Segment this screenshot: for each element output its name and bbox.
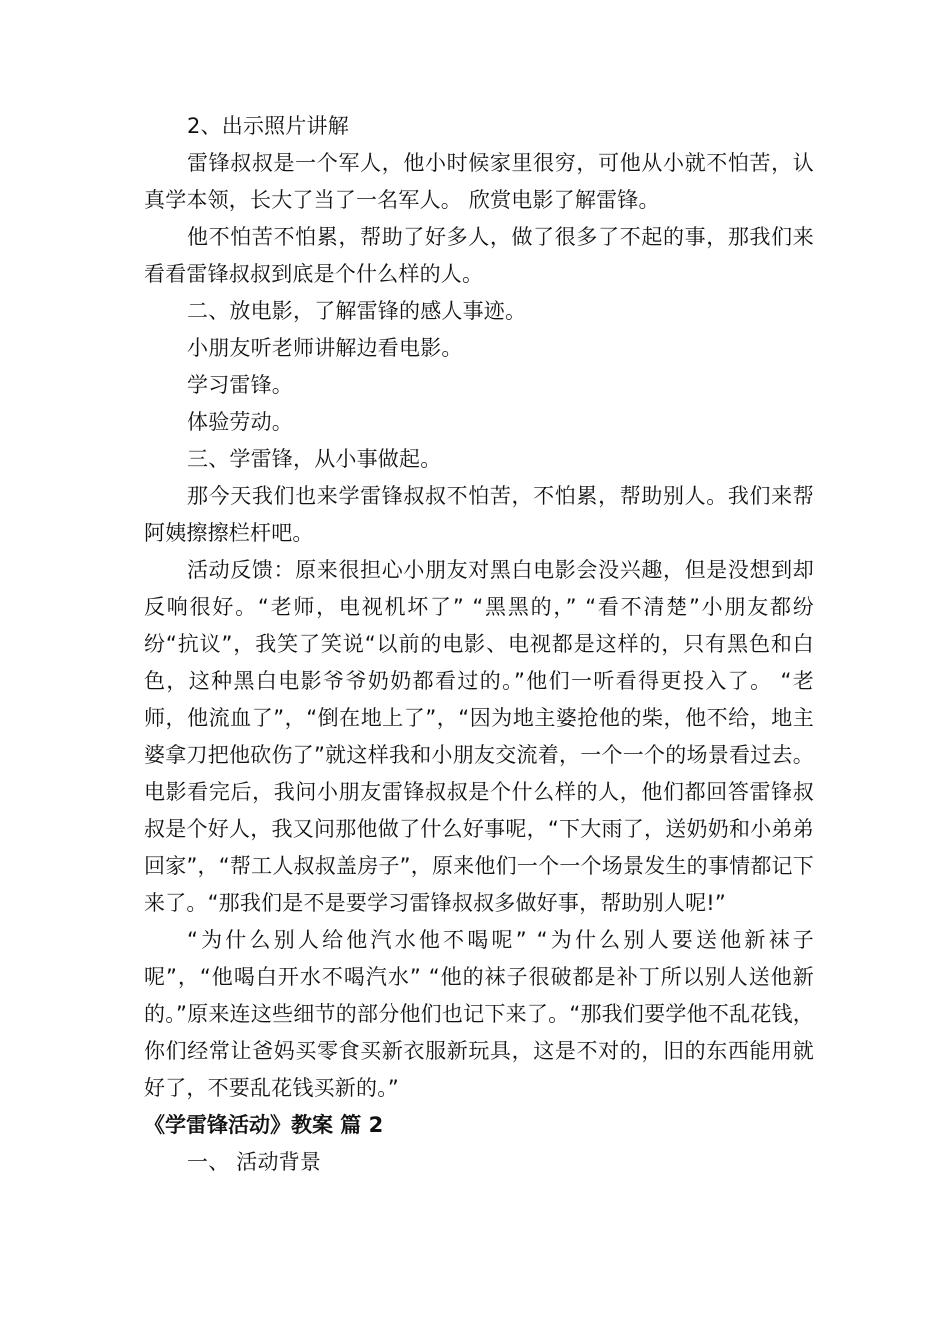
paragraph: “为什么别人给他汽水他不喝呢” “为什么别人要送他新袜子呢”，“他喝白开水不喝汽水” “他的袜子很破都是补丁所以别人送他新的。”原来连这些细节的部分他们也记下来了。“那我们要学他不乱花钱，你们经常让爸妈买零食买新衣服新玩具，这是不对的，旧的东西能用就好了，不要乱花钱买新的。” — [144, 928, 814, 1100]
paragraph: 活动反馈：原来很担心小朋友对黑白电影会没兴趣，但是没想到却反响很好。“老师，电视机坏了” “黑黑的，” “看不清楚”小朋友都纷纷“抗议”，我笑了笑说“以前的电影、电视都是这样的，只有黑色和白色，这种黑白电影爷爷奶奶都看过的。”他们一听看得更投入了。 “老师，他流血了”，“倒在地上了”，“因为地主婆抢他的柴，他不给，地主婆拿刀把他砍伤了”就这样我和小朋友交流着，一个一个的场景看过去。电影看完后，我问小朋友雷锋叔叔是个什么样的人，他们都回答雷锋叔叔是个好人，我又问那他做了什么好事呢，“下大雨了，送奶奶和小弟弟回家”，“帮工人叔叔盖房子”，原来他们一个一个场景发生的事情都记下来了。“那我们是不是要学习雷锋叔叔多做好事，帮助别人呢!” — [144, 558, 814, 915]
document-page — [144, 108, 814, 1181]
paragraph: 那今天我们也来学雷锋叔叔不怕苦，不怕累，帮助别人。我们来帮阿姨擦擦栏杆吧。 — [144, 484, 814, 545]
section-heading: 《学雷锋活动》教案 篇 2 — [144, 1113, 384, 1137]
paragraph: 小朋友听老师讲解边看电影。 — [187, 336, 463, 360]
paragraph: 雷锋叔叔是一个军人，他小时候家里很穷，可他从小就不怕苦，认真学本领，长大了当了一名军人。 欣赏电影了解雷锋。 — [144, 151, 814, 212]
paragraph: 学习雷锋。 — [187, 373, 293, 397]
paragraph: 体验劳动。 — [187, 410, 293, 434]
paragraph: 他不怕苦不怕累，帮助了好多人，做了很多了不起的事，那我们来看看雷锋叔叔到底是个什么样的人。 — [144, 225, 814, 286]
subsection-heading: 一、 活动背景 — [187, 1150, 322, 1174]
paragraph: 二、放电影，了解雷锋的感人事迹。 — [187, 299, 527, 323]
paragraph: 2、出示照片讲解 — [187, 114, 349, 138]
paragraph: 三、学雷锋，从小事做起。 — [187, 447, 442, 471]
